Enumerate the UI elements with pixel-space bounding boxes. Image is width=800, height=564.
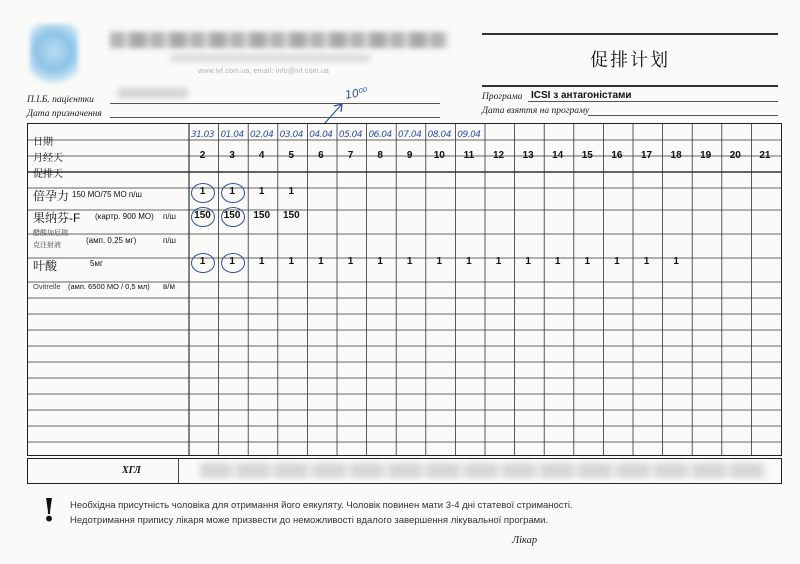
dose-value: 150	[194, 210, 211, 221]
cycle-day-number: 9	[406, 150, 413, 161]
dose-value: 1	[288, 256, 295, 267]
dose-value: 1	[436, 256, 443, 267]
med-label-5-detail: (амп. 6500 МО / 0,5 мл)	[68, 282, 150, 291]
dose-value: 1	[229, 186, 235, 197]
title-box	[482, 33, 778, 87]
dose-value: 1	[554, 256, 561, 267]
handwritten-date: 09.04	[457, 130, 481, 140]
cycle-day-number: 20	[729, 150, 741, 161]
dose-value: 1	[318, 256, 324, 267]
cycle-day-number: 3	[229, 150, 235, 161]
dose-circle-mark	[191, 207, 215, 227]
med-label-2-name: 果纳芬-F	[33, 211, 81, 225]
handwritten-date: 05.04	[338, 130, 363, 140]
dose-value: 1	[258, 256, 265, 267]
dose-circle-mark	[191, 183, 215, 203]
cycle-day-number: 17	[640, 150, 653, 161]
med-label-4-name: 叶酸	[33, 259, 58, 273]
dose-value: 1	[643, 256, 650, 267]
cycle-day-number: 5	[288, 150, 295, 161]
handwritten-date: 31.03	[190, 130, 215, 140]
handwritten-date: 01.04	[220, 130, 244, 140]
program-start-line	[588, 115, 778, 116]
cycle-day-number: 19	[700, 150, 712, 161]
patient-name-redacted	[118, 88, 188, 98]
dose-value: 1	[377, 256, 383, 267]
dose-circle-mark	[221, 253, 245, 273]
cycle-day-number: 21	[759, 150, 771, 161]
cycle-day-number: 2	[199, 150, 206, 161]
cycle-day-number: 18	[670, 150, 682, 161]
cycle-day-number: 13	[522, 150, 534, 161]
assignment-date-label: Дата призначення	[27, 109, 102, 119]
med-label-3-unit: п/ш	[163, 236, 176, 245]
med-label-4-detail: 5мг	[90, 259, 103, 268]
dose-value: 1	[673, 256, 679, 267]
cycle-day-number: 10	[433, 150, 445, 161]
dose-value: 1	[288, 186, 295, 197]
cycle-day-number: 16	[611, 150, 623, 161]
hgl-value-redacted	[200, 463, 766, 478]
dose-value: 1	[614, 256, 620, 267]
row-label-cycle-day: 月经天	[33, 153, 63, 164]
row-label-date: 日期	[33, 137, 53, 148]
dose-value: 150	[223, 210, 241, 221]
dose-value: 1	[199, 256, 206, 267]
dose-value: 1	[406, 256, 413, 267]
notice-line-2: Недотримання припису лікаря може призвести до неможливості вдалого завершення лікувальної програми.	[70, 515, 549, 526]
cycle-day-number: 7	[347, 150, 354, 161]
cycle-day-number: 11	[463, 150, 475, 161]
dose-value: 1	[199, 186, 206, 197]
dose-circle-mark	[221, 183, 245, 203]
handwritten-date: 04.04	[309, 130, 333, 140]
med-label-1-detail: 150 МО/75 МО п/ш	[72, 190, 142, 199]
program-label: Програма	[482, 92, 523, 102]
med-label-2-unit: п/ш	[163, 212, 176, 221]
patient-name-line	[110, 103, 440, 104]
program-line	[528, 101, 778, 102]
cycle-day-number: 8	[377, 150, 383, 161]
warning-icon: !	[42, 491, 57, 529]
handwritten-date: 07.04	[398, 130, 422, 140]
clinic-name-redacted	[110, 32, 448, 48]
med-label-3-detail: (амп. 0,25 мг)	[86, 236, 137, 245]
row-label-stim-day: 促排天	[33, 169, 63, 180]
dose-value: 1	[584, 256, 591, 267]
cycle-day-number: 14	[552, 150, 564, 161]
dose-value: 150	[253, 210, 271, 221]
handwritten-date: 08.04	[427, 130, 451, 140]
med-label-3-name: 醋酸加尼瑞	[33, 230, 68, 237]
cycle-day-number: 6	[318, 150, 324, 161]
dose-value: 1	[495, 256, 502, 267]
program-value: ICSI з антагоністами	[531, 90, 632, 101]
patient-name-label: П.І.Б. пацієнтки	[27, 95, 94, 105]
cycle-day-number: 12	[492, 150, 505, 161]
dose-circle-mark	[221, 207, 245, 227]
hgl-label: ХГЛ	[122, 465, 141, 476]
handwritten-date: 06.04	[368, 130, 392, 140]
med-label-5-name: Ovitrelle	[33, 282, 61, 291]
notice-line-1: Необхідна присутність чоловіка для отримання його еякуляту. Чоловік повинен мати 3-4 дні статевої стриманості.	[70, 500, 573, 511]
med-label-2-detail: (картр. 900 МО)	[95, 212, 154, 221]
handwritten-date: 02.04	[250, 130, 274, 140]
hgl-divider	[178, 459, 179, 483]
program-start-label: Дата взяття на програму	[482, 106, 590, 116]
clinic-logo	[30, 24, 78, 84]
med-label-3-name2: 克注射液	[33, 242, 61, 249]
cycle-day-number: 15	[581, 150, 593, 161]
dose-value: 1	[258, 186, 265, 197]
clinic-contacts: www.ivf.com.ua, email: info@ivf.com.ua	[198, 68, 330, 75]
clinic-address-redacted	[170, 54, 370, 62]
med-label-1-name: 倍孕力	[33, 189, 70, 203]
doctor-label: Лікар	[512, 535, 538, 546]
med-label-5-unit: в/м	[163, 282, 175, 291]
dose-value: 1	[347, 256, 354, 267]
page-title: 促排计划	[590, 50, 670, 71]
handwritten-time-note: 10⁰⁰	[344, 85, 369, 102]
dose-value: 1	[466, 256, 472, 267]
dose-value: 1	[229, 256, 235, 267]
assignment-date-line	[110, 117, 440, 118]
dose-value: 1	[525, 256, 531, 267]
dose-circle-mark	[191, 253, 215, 273]
hgl-row	[27, 458, 782, 484]
handwritten-date: 03.04	[279, 130, 303, 140]
dose-value: 150	[282, 210, 300, 221]
cycle-day-number: 4	[258, 150, 265, 161]
